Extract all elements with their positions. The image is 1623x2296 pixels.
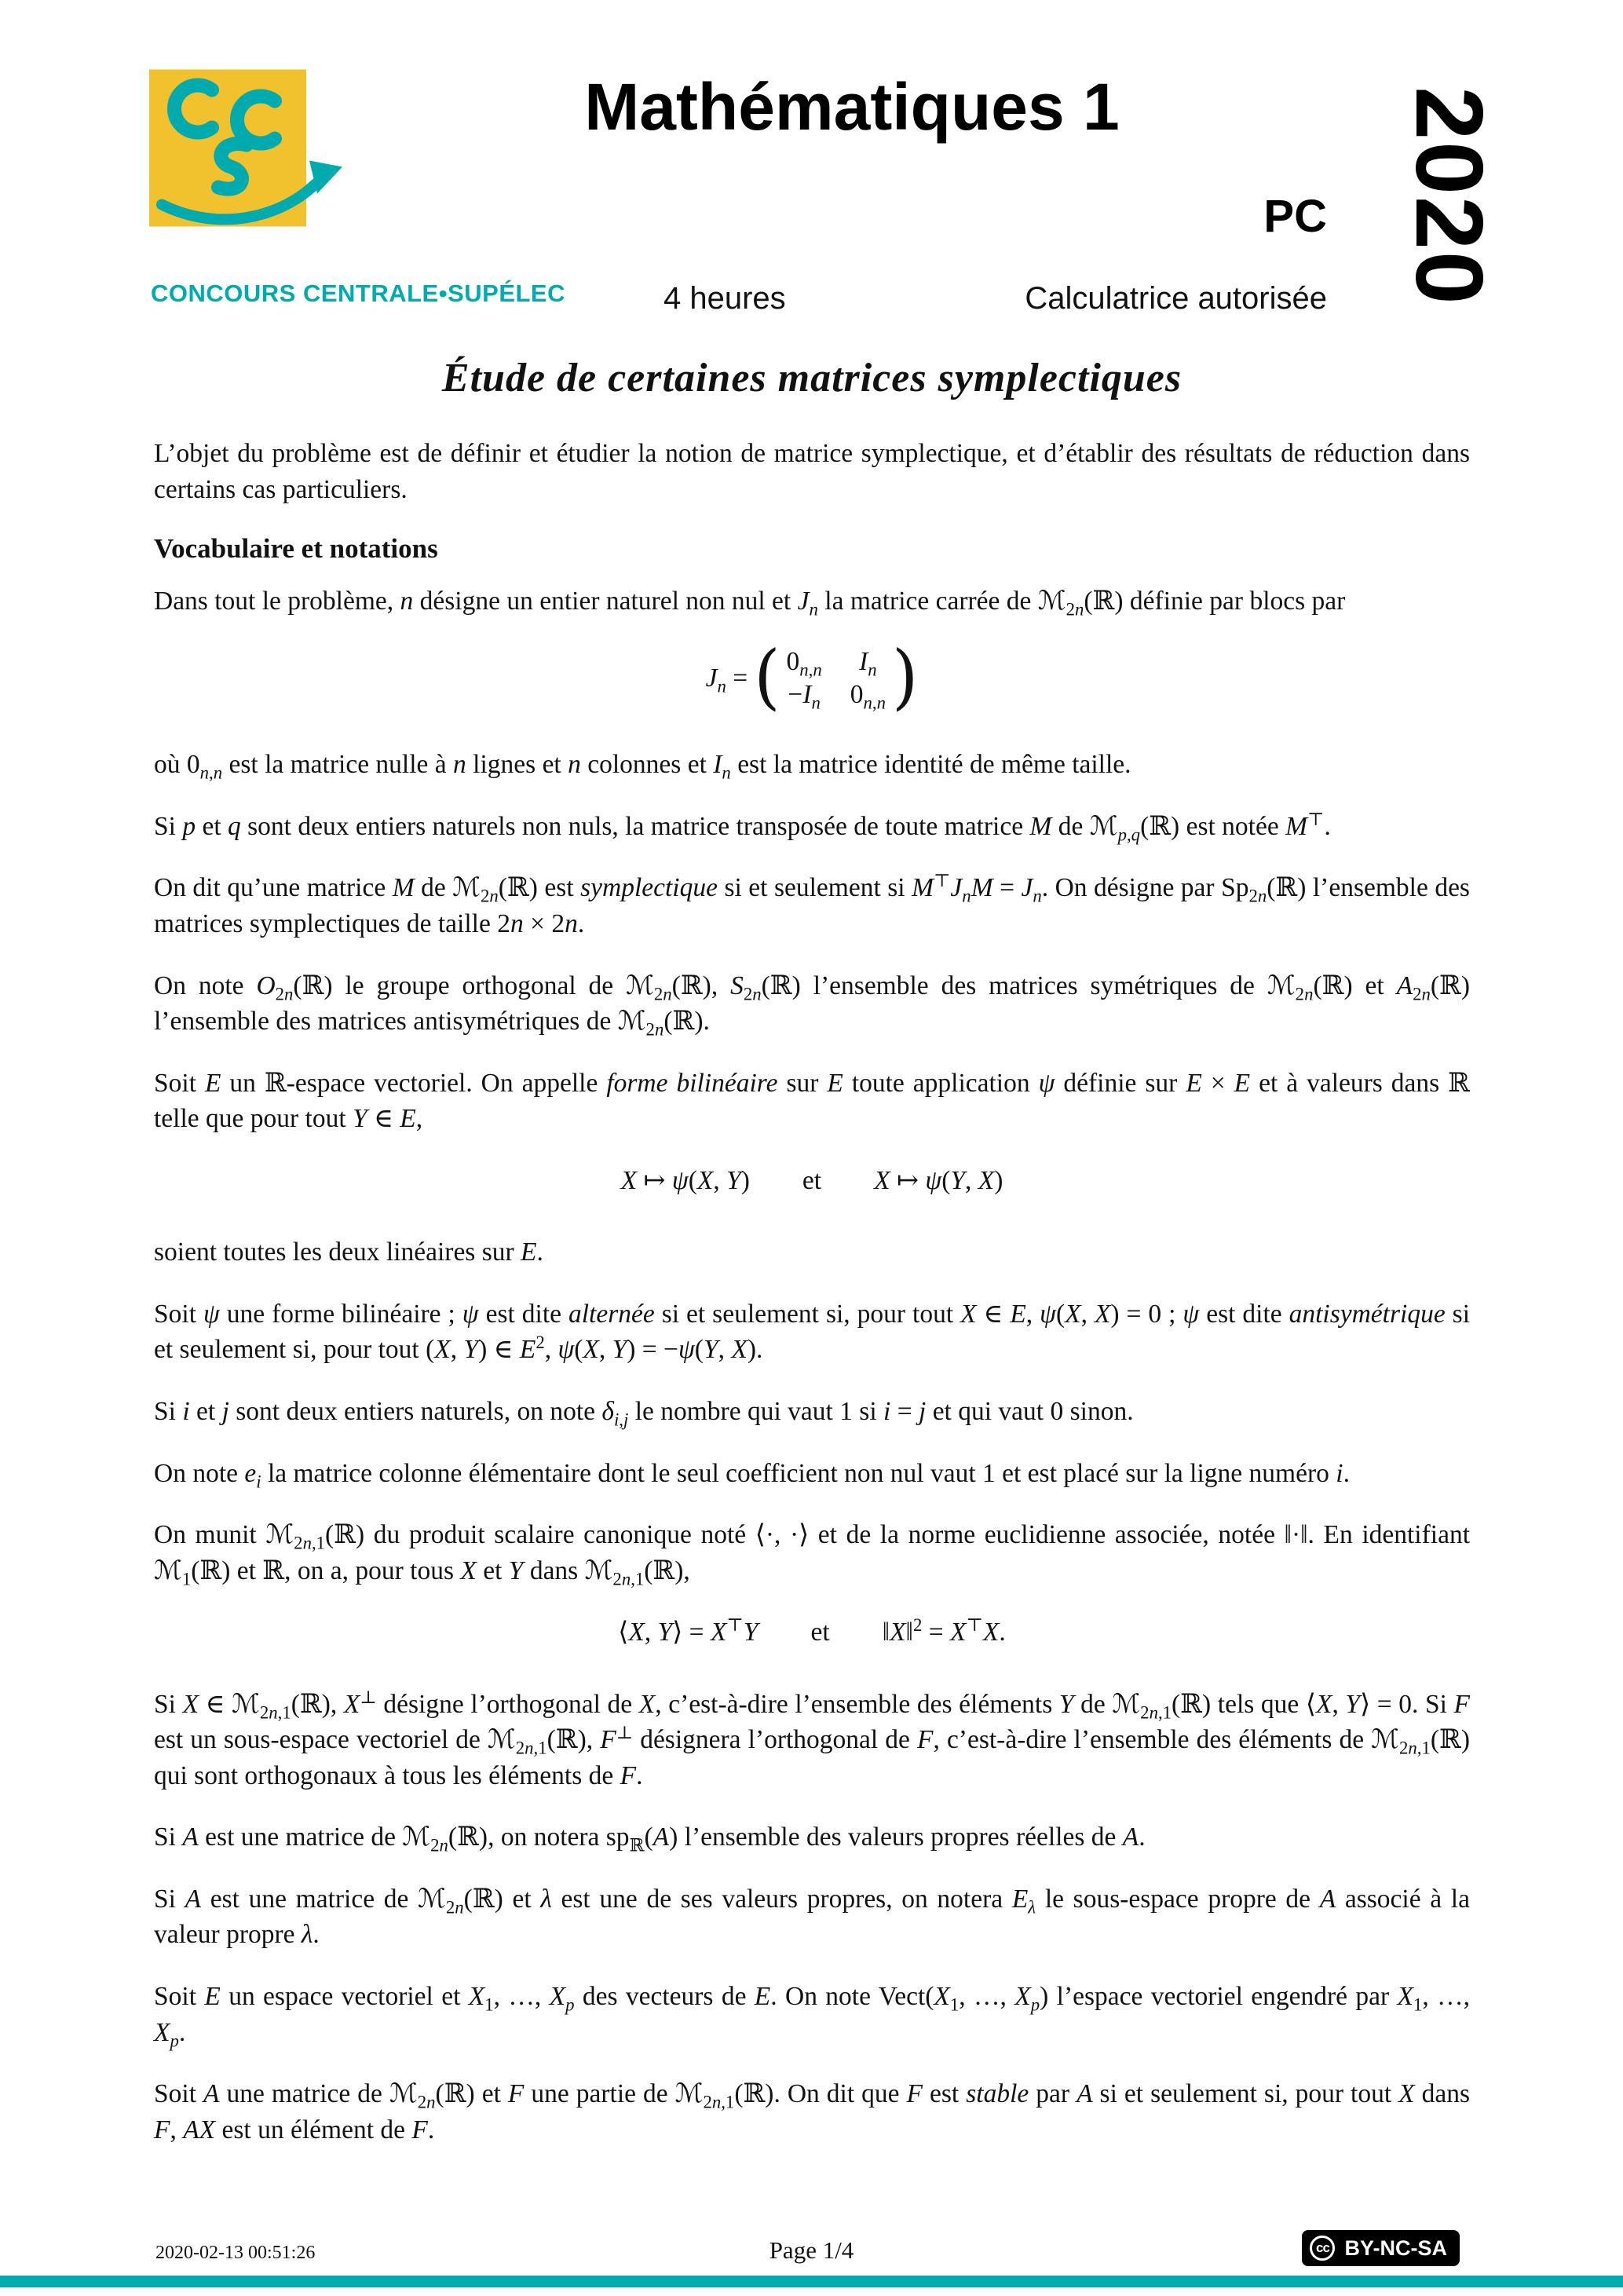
page-number: Page 1/4 xyxy=(769,2236,854,2264)
paragraph: Dans tout le problème, n désigne un entier naturel non nul et $J_n$ la matrice carrée de ℳ$_{2n}$(ℝ) définie par blocs par xyxy=(154,587,1346,620)
matrix-cell: $-I_n$ xyxy=(788,679,821,713)
brand-name: CONCOURS CENTRALE•SUPÉLEC xyxy=(151,280,565,307)
equation-inner-product: ⟨X, Y⟩ = X⊤Y et ‖X‖$^2$ = X⊤X. xyxy=(618,1614,1006,1647)
paragraph-intro: L’objet du problème est de définir et étudier la notion de matrice symplectique, et d’établir des résultats de réduction dans certains cas particuliers. xyxy=(154,439,1470,504)
paragraph: où $0_{n,n}$ est la matrice nulle à n lignes et n colonnes et $I_n$ est la matrice identité de même taille. xyxy=(154,750,1131,784)
paragraph: Soit A une matrice de ℳ$_{2n}$(ℝ) et F une partie de ℳ$_{2n,1}$(ℝ). On dit que F est stable par A si et seulement si, pour tout X dans F, AX est un élément de F. xyxy=(154,2079,1471,2144)
matrix-cell: $0_{n,n}$ xyxy=(786,646,822,680)
cc-license-label: BY-NC-SA xyxy=(1344,2236,1447,2260)
equation-line xyxy=(705,636,919,718)
paragraph: On dit qu’une matrice M de ℳ$_{2n}$(ℝ) est symplectique si et seulement si $M^⊤J_nM = J_n$. On désigne par $Sp_{2n}(ℝ)$ l’ensemble des matrices symplectiques de taille 2n × 2n. xyxy=(154,871,1470,939)
calculator-policy: Calculatrice autorisée xyxy=(1025,281,1327,316)
paragraph: soient toutes les deux linéaires sur E. xyxy=(154,1238,543,1267)
footer-timestamp: 2020-02-13 00:51:26 xyxy=(155,2243,316,2263)
paragraph: Soit ψ une forme bilinéaire ; ψ est dite alternée si et seulement si, pour tout X ∈ E, ψ(X, X) = 0 ; ψ est dite antisymétrique si et seulement si, pour tout (X, Y) ∈ $E^2$, ψ(X, Y) = −ψ(Y, X). xyxy=(154,1299,1471,1365)
bottom-accent-bar xyxy=(0,2276,1623,2287)
paragraph: Si X ∈ ℳ$_{2n,1}$(ℝ), X⊥ désigne l’orthogonal de X, c’est-à-dire l’ensemble des éléments Y de ℳ$_{2n,1}$(ℝ) tels que ⟨X, Y⟩ = 0. Si F est un sous-espace vectoriel de ℳ$_{2n,1}$(ℝ), F⊥ désignera l’orthogonal de F, c’est-à-dire l’ensemble des éléments de ℳ$_{2n,1}$(ℝ) qui sont orthogonaux à tous les éléments de F. xyxy=(154,1687,1470,1790)
track-label: PC xyxy=(1263,191,1327,242)
paragraph: Si i et j sont deux entiers naturels, on note $\delta_{i,j}$ le nombre qui vaut 1 si i = j et qui vaut 0 sinon. xyxy=(154,1396,1134,1430)
document-title: Étude de certaines matrices symplectiques xyxy=(441,356,1183,400)
cc-icon: cc xyxy=(1310,2236,1335,2261)
paragraph: Si A est une matrice de ℳ$_{2n}$(ℝ) et λ est une de ses valeurs propres, on notera $E_\lambda$ le sous-espace propre de A associé à la valeur propre λ. xyxy=(154,1884,1470,1950)
paragraph: On note $O_{2n}(ℝ)$ le groupe orthogonal de ℳ$_{2n}$(ℝ), $S_{2n}(ℝ)$ l’ensemble des matrices symétriques de ℳ$_{2n}$(ℝ) et $A_{2n}(ℝ)$ l’ensemble des matrices antisymétriques de ℳ$_{2n}$(ℝ). xyxy=(154,971,1470,1040)
duration-label: 4 heures xyxy=(663,281,786,316)
cc-license-badge xyxy=(1302,2230,1460,2266)
year-label: 2020 xyxy=(1396,86,1503,306)
ccs-logo-icon xyxy=(149,69,353,261)
matrix-cell: $I_n$ xyxy=(859,646,877,680)
left-paren: ( xyxy=(754,636,780,718)
equation-lhs: $J_n$ = xyxy=(705,663,748,696)
paragraph: Soit E un ℝ-espace vectoriel. On appelle forme bilinéaire sur E toute application ψ définie sur E × E et à valeurs dans ℝ telle que pour tout Y ∈ E, xyxy=(154,1068,1471,1134)
right-paren: ) xyxy=(892,636,919,718)
matrix-2x2 xyxy=(787,645,886,711)
matrix-cell: $0_{n,n}$ xyxy=(850,679,886,713)
paragraph: Si A est une matrice de ℳ$_{2n}$(ℝ), on notera $sp_ℝ(A)$ l’ensemble des valeurs propres réelles de A. xyxy=(154,1823,1146,1856)
paragraph: Soit E un espace vectoriel et $X_1$, …, $X_p$ des vecteurs de E. On note $Vect(X_1$, …, $X_p$) l’espace vectoriel engendré par $X_1$, …, $X_p$. xyxy=(154,1981,1471,2051)
equation-jn-matrix xyxy=(154,636,1470,718)
paragraph: On munit ℳ$_{2n,1}$(ℝ) du produit scalaire canonique noté ⟨·, ·⟩ et de la norme euclidienne associée, notée ‖·‖. En identifiant ℳ$_1$(ℝ) et ℝ, on a, pour tous X et Y dans ℳ$_{2n,1}$(ℝ), xyxy=(154,1520,1471,1589)
subject-title: Mathématiques 1 xyxy=(584,70,1120,144)
document-body xyxy=(154,355,1470,2174)
section-heading: Vocabulaire et notations xyxy=(154,533,438,565)
logo-letter-s xyxy=(218,144,247,189)
paragraph: On note $e_i$ la matrice colonne élémentaire dont le seul coefficient non nul vaut 1 et est placé sur la ligne numéro i. xyxy=(154,1458,1350,1492)
equation-bilinear: X ↦ ψ(X, Y) et X ↦ ψ(Y, X) xyxy=(620,1165,1003,1195)
paragraph: Si p et q sont deux entiers naturels non nuls, la matrice transposée de toute matrice M de ℳ$_{p,q}$(ℝ) est notée M⊤. xyxy=(154,809,1331,845)
